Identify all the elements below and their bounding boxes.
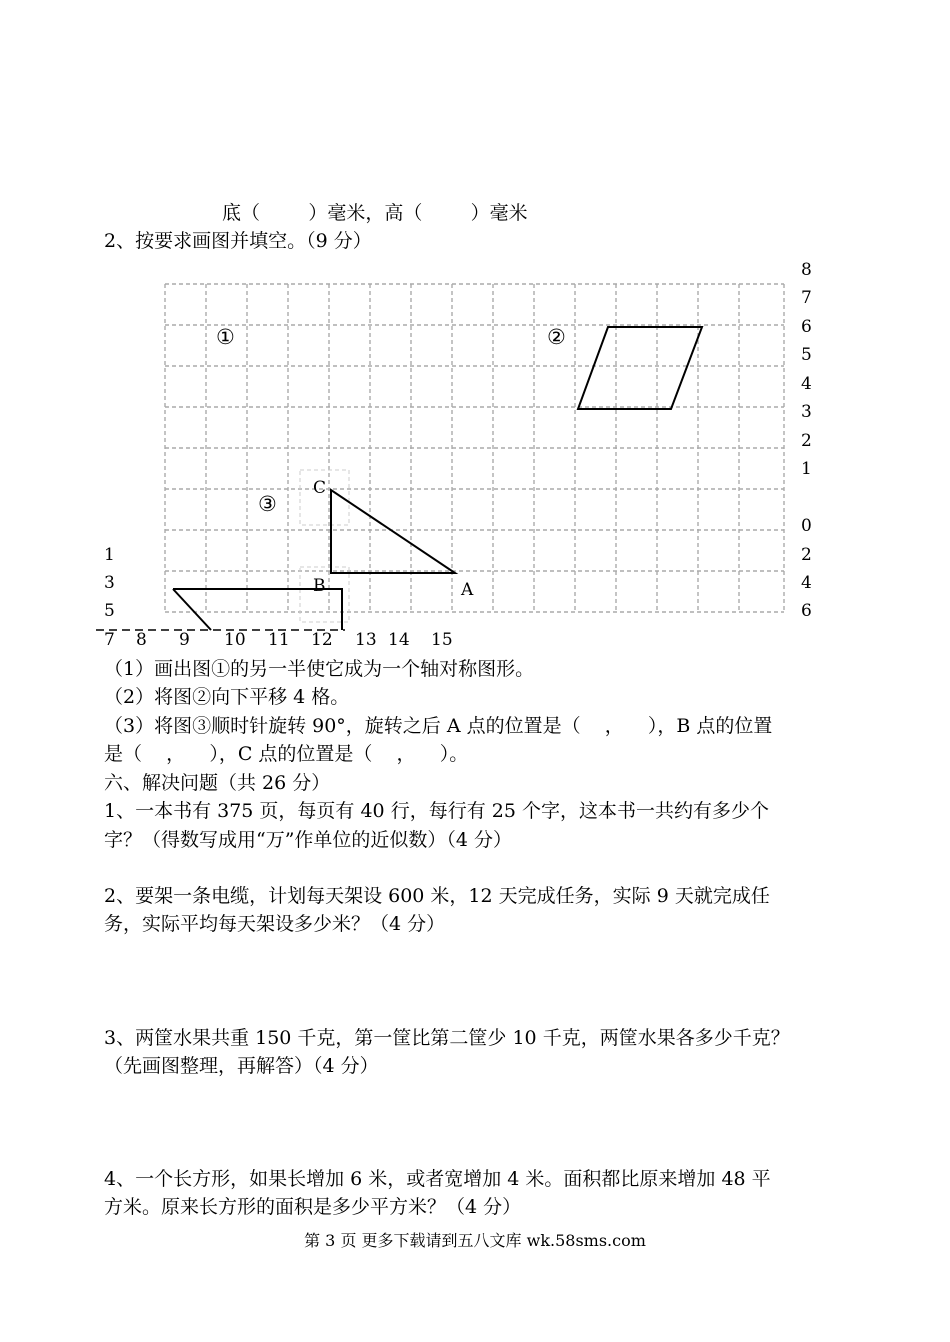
parallelogram-figure-2 <box>578 327 702 409</box>
grid-lines <box>165 284 784 612</box>
right-number: 2 <box>801 431 812 451</box>
right-number: 4 <box>801 374 812 394</box>
right-number: 5 <box>801 345 812 365</box>
right-number: 6 <box>801 317 812 337</box>
figure-1-label: ① <box>216 325 235 349</box>
q2-item-3: （3）将图③顺时针旋转 90°，旋转之后 A 点的位置是（ ， ），B 点的位置 <box>104 715 773 737</box>
problem-4-line-1: 4、一个长方形，如果长增加 6 米，或者宽增加 4 米。面积都比原来增加 48 平 <box>104 1168 771 1190</box>
question-2-title: 2、按要求画图并填空。（9 分） <box>104 230 372 252</box>
figure-2-label: ② <box>547 325 566 349</box>
point-b-label: B <box>313 576 326 596</box>
triangle-figure-3 <box>331 490 455 573</box>
right-number: 4 <box>801 573 812 593</box>
point-c-label: C <box>313 478 327 498</box>
bottom-number: 15 <box>431 630 453 650</box>
base-height-blank-line: 底（ ）毫米，高（ ）毫米 <box>222 202 528 224</box>
problem-3-line-1: 3、两筐水果共重 150 千克，第一筐比第二筐少 10 千克，两筐水果各多少千克？ <box>104 1027 790 1049</box>
point-a-label: A <box>461 580 474 600</box>
bottom-number: 8 <box>136 630 147 650</box>
right-number: 7 <box>801 288 812 308</box>
bottom-number: 10 <box>224 630 246 650</box>
bottom-number: 9 <box>179 630 190 650</box>
right-number: 8 <box>801 260 812 280</box>
problem-4-line-2: 方米。原来长方形的面积是多少平方米？（4 分） <box>104 1196 522 1218</box>
problem-1-line-2: 字？（得数写成用“万”作单位的近似数）（4 分） <box>104 829 513 851</box>
page-footer: 第 3 页 更多下载请到五八文库 wk.58sms.com <box>304 1231 646 1250</box>
bottom-number: 7 <box>104 630 115 650</box>
q2-item-3-cont: 是（ ， ），C 点的位置是（ ， ）。 <box>104 743 469 765</box>
q2-item-2: （2）将图②向下平移 4 格。 <box>104 686 350 708</box>
right-number: 0 <box>801 516 812 536</box>
left-number: 1 <box>104 545 115 565</box>
problem-2-line-2: 务，实际平均每天架设多少米？（4 分） <box>104 913 446 935</box>
problem-1-line-1: 1、一本书有 375 页，每页有 40 行，每行有 25 个字，这本书一共约有多少个 <box>104 800 769 822</box>
right-number: 3 <box>801 402 812 422</box>
problem-3-line-2: （先画图整理，再解答）（4 分） <box>104 1055 379 1077</box>
bottom-number: 12 <box>311 630 333 650</box>
left-number: 3 <box>104 573 115 593</box>
bottom-number: 14 <box>388 630 410 650</box>
bottom-number: 13 <box>355 630 377 650</box>
right-number: 1 <box>801 459 812 479</box>
section-6-title: 六、解决问题（共 26 分） <box>104 772 331 794</box>
q2-item-1: （1）画出图①的另一半使它成为一个轴对称图形。 <box>104 658 535 680</box>
right-number: 2 <box>801 545 812 565</box>
bottom-number: 11 <box>268 630 290 650</box>
left-number: 5 <box>104 601 115 621</box>
figure-3-label: ③ <box>258 492 277 516</box>
problem-2-line-1: 2、要架一条电缆，计划每天架设 600 米，12 天完成任务，实际 9 天就完成任 <box>104 885 770 907</box>
right-number: 6 <box>801 601 812 621</box>
